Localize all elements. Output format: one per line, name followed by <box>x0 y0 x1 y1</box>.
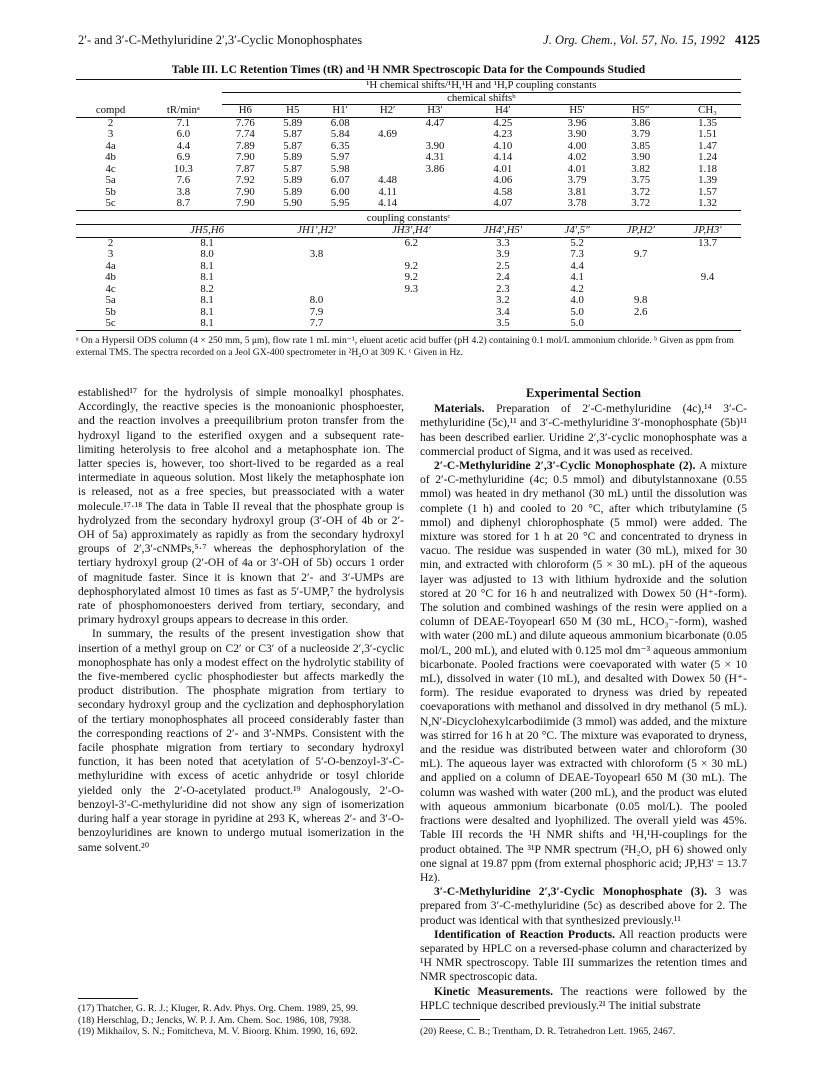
shift-column-header: H5 <box>269 105 316 118</box>
coupling-value <box>269 272 364 284</box>
coupling-column-header: JH5,H6 <box>145 225 269 238</box>
coupling-header-row <box>76 210 741 225</box>
coupling-column-header: JP,H2′ <box>607 225 674 238</box>
running-head <box>78 33 760 51</box>
coupling-value: 3.8 <box>309 248 324 260</box>
coupling-value: 8.0 <box>309 294 324 306</box>
shift-value: 5.89 <box>283 185 303 198</box>
shift-value <box>364 141 411 153</box>
shift-value: 7.76 <box>235 116 255 129</box>
prep3-paragraph <box>420 885 747 928</box>
coupling-value: 5.0 <box>547 318 607 330</box>
shift-value: 4.58 <box>493 185 513 198</box>
coupling-row <box>76 295 741 307</box>
coupling-column-header: JH4′,H5′ <box>459 225 547 238</box>
coupling-value <box>607 318 674 330</box>
blank-cell <box>145 92 222 105</box>
shift-row <box>76 152 741 164</box>
shift-value: 5.89 <box>283 174 303 186</box>
prep2-paragraph <box>420 459 747 885</box>
shift-value: 1.18 <box>698 162 717 175</box>
coupling-value <box>364 295 459 307</box>
shift-value: 3.90 <box>631 151 651 163</box>
table-iii <box>76 64 741 359</box>
compound-id: 4a <box>105 259 116 272</box>
right-footnote-rule <box>420 1019 480 1020</box>
coupling-value <box>364 307 459 319</box>
shift-value: 3.79 <box>567 174 587 186</box>
prep3-title: 3′-C-Methyluridine 2′,3′-Cyclic Monophosphate (3). <box>434 885 707 899</box>
left-footnotes <box>78 1003 404 1038</box>
shift-value: 5.87 <box>283 128 303 140</box>
shift-value: 3.75 <box>631 174 651 186</box>
shift-value: 4.00 <box>567 139 587 152</box>
shift-value: 4.07 <box>493 197 513 209</box>
coupling-value <box>674 284 741 296</box>
shift-value: 7.6 <box>176 174 191 186</box>
nmr-data-table <box>76 79 741 331</box>
shift-value: 5.84 <box>330 128 350 140</box>
prep3-text: 3 was prepared from 3′-C-methyluridine (5c) as described above for 2. The product was identical with that synthesized previously.¹¹ <box>420 885 747 927</box>
shift-value: 4.10 <box>493 139 513 152</box>
footnote-20: (20) Reese, C. B.; Trentham, D. R. Tetrahedron Lett. 1965, 2467. <box>420 1026 676 1037</box>
coupling-value: 3.3 <box>496 236 510 249</box>
shift-column-header: H3′ <box>411 105 458 118</box>
prep2-text: A mixture of 2′-C-methyluridine (4c; 0.5 mmol) and dibutylstannoxane (0.55 mmol) was heated in dry methanol (30 mL) until the dissolution was complete (1 h) and cooled to 20 °C, after which tributylamine (5 mmol) and diphenyl chlorophosphate (5 mmol) were added. The mixture was stored for 1 h at 20 °C and concentrated to dryness in vacuo. The residue was suspended in water (30 mL), mixed for 30 min, and extracted with chloroform (5 × 30 mL). pH of the aqueous layer was adjusted to 13 with lithium hydroxide and the solution stored at 20 °C for 16 h and neutralized with Dowex 50 (H⁺-form). The solution and combined washings of the resin were applied on a column of DEAE-Toyopearl 650 M (30 mL, HCO₃⁻-form), washed with water (200 mL) and dilute aqueous ammonium bicarbonate (0.05 mol/L, 200 mL), and eluted with 0.125 mol dm⁻³ aqueous ammonium bicarbonate. Pooled fractions were coevaporated with water (5 × 10 mL), dissolved in water (10 mL), and desalted with Dowex 50 (H⁺-form). The residue evaporated to dryness was dried by repeated coevaporations with methanol and dissolved in dry methanol (5 mL). N,N′-Dicyclohexylcarbodiimide (3 mmol) was added, and the mixture was stirred for 16 h at 20 °C. The mixture was evaporated to dryness, and the residue was distributed between water and chloroform (30 mL). The aqueous layer was extracted with chloroform (5 × 30 mL) and applied on a column of DEAE-Toyopearl 650 M (30 mL). The column was washed with water (200 mL), and the product was eluted with aqueous ammonium bicarbonate (0.05 mol/L). The pooled fractions were desalted and lyophilized. The overall yield was 45%. Table III records the ¹H NMR shifts and ¹H,¹H-couplings for the product obtained. The ³¹P NMR spectrum (²H₂O, pH 6) showed only one signal at 19.87 ppm (from external phosphoric acid; JP,H3′ = 13.7 Hz). <box>420 459 747 884</box>
coupling-value: 6.2 <box>404 236 419 249</box>
shift-column-header: H5′ <box>547 105 607 118</box>
compound-id: 4c <box>105 282 116 295</box>
right-column <box>420 386 747 1013</box>
shift-value: 5.89 <box>283 116 303 129</box>
shift-value: 7.92 <box>235 174 255 186</box>
coupling-column-header: JP,H3′ <box>674 225 741 238</box>
shift-value: 4.31 <box>425 151 445 163</box>
shift-value: 1.35 <box>698 116 717 129</box>
coupling-value <box>364 249 459 261</box>
materials-paragraph <box>420 402 747 459</box>
coupling-value: 4.2 <box>570 282 584 295</box>
coupling-value: 9.2 <box>404 259 419 272</box>
shift-value: 3.81 <box>567 185 587 198</box>
shift-value: 1.47 <box>698 139 717 152</box>
coupling-value: 3.4 <box>496 305 510 318</box>
coupling-value <box>674 307 741 319</box>
coupling-value: 4.4 <box>570 259 584 272</box>
shift-value <box>364 152 411 164</box>
shift-value: 7.74 <box>235 128 255 140</box>
coupling-value: 7.3 <box>570 248 584 260</box>
left-footnote-rule <box>78 998 138 999</box>
identification-text: All reaction products were separated by HPLC on a reversed-phase column and characterized by ¹H NMR spectroscopy. Table III summarizes the retention times and NMR spectroscopic data. <box>420 927 747 984</box>
coupling-value: 8.2 <box>200 282 214 295</box>
blank-cell <box>76 80 145 93</box>
coupling-column-header: JH1′,H2′ <box>269 225 364 238</box>
shift-value: 4.02 <box>567 151 587 163</box>
shift-value: 8.7 <box>176 197 191 209</box>
compound-id: 5b <box>105 305 116 318</box>
left-column <box>78 386 404 855</box>
compound-id: 4b <box>105 271 116 283</box>
shift-value: 4.11 <box>378 185 397 198</box>
shift-value: 5.90 <box>283 197 303 209</box>
coupling-value: 9.3 <box>404 282 419 295</box>
shift-value: 6.9 <box>176 151 191 163</box>
shift-value: 7.90 <box>235 151 255 163</box>
coupling-value: 2.6 <box>633 305 648 318</box>
coupling-value: 8.1 <box>200 294 214 306</box>
table-footnote: ᵃ On a Hypersil ODS column (4 × 250 mm, 5 μm), flow rate 1 mL min⁻¹, eluent acetic acid buffer (pH 4.2) containing 0.1 mol/L ammonium chloride. ᵇ Given as ppm from external TMS. The spectra recorded on a Jeol GX-400 spectrometer in ²H₂O at 309 K. ᶜ Given in Hz. <box>76 334 734 358</box>
compound-id: 5a <box>105 294 116 306</box>
shift-value <box>411 198 458 210</box>
shift-value: 5.98 <box>330 162 350 175</box>
compound-id: 5a <box>105 174 116 186</box>
shift-value: 4.25 <box>493 116 513 129</box>
shift-value: 1.39 <box>698 174 717 186</box>
shift-value <box>411 129 458 141</box>
shift-value: 1.51 <box>698 128 717 140</box>
coupling-value: 3.5 <box>459 318 547 330</box>
materials-title: Materials. <box>434 402 485 416</box>
footnote-17: (17) Thatcher, G. R. J.; Kluger, R. Adv. Phys. Org. Chem. 1989, 25, 99. <box>78 1003 359 1014</box>
journal-citation: J. Org. Chem., Vol. 57, No. 15, 1992 <box>543 33 725 47</box>
coupling-column-header <box>76 225 145 238</box>
shift-value: 3.86 <box>425 162 445 175</box>
footnote-19: (19) Mikhailov, S. N.; Fomitcheva, M. V. Bioorg. Khim. 1990, 16, 692. <box>78 1026 358 1037</box>
shift-value: 3.72 <box>631 197 651 209</box>
coupling-value: 4.1 <box>570 271 584 283</box>
coupling-value: 8.0 <box>200 248 214 260</box>
shift-column-header: CH₃ <box>674 105 741 118</box>
shift-value: 5.97 <box>330 151 350 163</box>
coupling-value <box>364 318 459 330</box>
shift-column-header: H5″ <box>607 105 674 118</box>
kinetic-paragraph <box>420 985 747 1013</box>
coupling-value <box>674 249 741 261</box>
coupling-value: 3.9 <box>496 248 510 260</box>
coupling-value: 7.7 <box>269 318 364 330</box>
shift-row <box>76 198 741 210</box>
coupling-value: 2.3 <box>496 282 510 295</box>
coupling-value: 9.2 <box>404 271 419 283</box>
blank-cell <box>76 92 145 105</box>
shift-value: 7.87 <box>235 162 255 175</box>
coupling-value: 13.7 <box>698 236 717 249</box>
shift-value: 7.90 <box>235 197 255 209</box>
section-title-experimental: Experimental Section <box>526 386 641 400</box>
shift-value: 1.24 <box>698 151 717 163</box>
compound-id: 3 <box>107 128 114 140</box>
shift-value: 4.69 <box>378 128 398 140</box>
coupling-value: 2.5 <box>496 259 510 272</box>
coupling-value: 2.4 <box>496 271 510 283</box>
summary-paragraph: In summary, the results of the present investigation show that insertion of a methyl group on C2′ or C3′ of a nucleoside 2′,3′-cyclic monophosphate has only a modest effect on the hydrolytic stability of the five-membered cyclic phosphodiester but affects markedly the product distribution. The phosphate migration from tertiary to secondary hydroxyl group and the cyclization and dephosphorylation of the tertiary monophosphates all proceed considerably faster than the corresponding reactions of 2′- and 3′-NMPs. Consistent with the facile phosphate migration from tertiary to secondary hydroxyl function, it has been noted that acetylation of 5′-O-benzoyl-3′-C-methyluridine with excess of acetic anhydride or tosyl chloride yielded only the 2′-O-acetylated product.¹⁹ Analogously, 2′-O-benzoyl-3′-C-methyluridine did not show any sign of isomerization during half a year storage in pyridine at 293 K, whereas 2′- and 3′-O-benzoyluridines are known to undergo mutual isomerization in the same solvent.²⁰ <box>78 627 404 854</box>
page-number: 4125 <box>735 33 760 47</box>
shift-value: 4.47 <box>425 116 445 129</box>
shift-value: 10.3 <box>173 162 193 175</box>
coupling-value <box>674 295 741 307</box>
compound-id: 2 <box>107 116 114 129</box>
coupling-value: 5.0 <box>570 305 584 318</box>
shift-value: 4.14 <box>378 197 398 209</box>
shift-value: 3.85 <box>631 139 651 152</box>
compound-id: 4a <box>105 139 116 152</box>
shift-value: 4.06 <box>493 174 513 186</box>
materials-text: Preparation of 2′-C-methyluridine (4c),¹⁴ 3′-C-methyluridine (5c),¹¹ and 3′-C-methyluridine 3′-monophosphate (5b)¹¹ has been described earlier. Uridine 2′,3′-cyclic monophosphate was a commercial product of Sigma, and it was used as received. <box>420 402 747 458</box>
coupling-value: 8.1 <box>200 236 214 249</box>
shifts-header: chemical shiftsᵇ <box>222 92 741 105</box>
running-head-title: 2′- and 3′-C-Methyluridine 2′,3′-Cyclic Monophosphates <box>78 33 363 47</box>
group-header-row <box>76 80 741 93</box>
identification-paragraph <box>420 928 747 985</box>
running-head-journal <box>543 33 760 48</box>
compound-id: 2 <box>107 236 114 249</box>
shift-value: 6.35 <box>330 139 350 152</box>
shift-value: 4.14 <box>493 151 513 163</box>
coupling-value <box>674 318 741 330</box>
shift-value: 7.90 <box>235 185 255 198</box>
shift-value: 3.96 <box>567 116 587 129</box>
compound-id: 5b <box>105 185 116 198</box>
shift-value: 1.32 <box>698 197 717 209</box>
coupling-value: 9.7 <box>633 248 648 260</box>
coupling-value <box>607 261 674 273</box>
coupling-column-header-row <box>76 225 741 238</box>
shift-value: 4.01 <box>493 162 513 175</box>
prep2-title: 2′-C-Methyluridine 2′,3′-Cyclic Monophosphate (2). <box>434 459 696 473</box>
compound-id: 4b <box>105 151 116 163</box>
coupling-row <box>76 307 741 319</box>
table-caption: Table III. LC Retention Times (tR) and ¹H NMR Spectroscopic Data for the Compounds Studied <box>171 64 646 76</box>
shift-column-header: H2′ <box>364 105 411 118</box>
shift-value: 5.87 <box>283 162 303 175</box>
shift-value: 7.89 <box>235 139 255 152</box>
shift-value: 5.87 <box>283 139 303 152</box>
coupling-value: 8.1 <box>200 271 214 283</box>
shift-value: 3.72 <box>631 185 651 198</box>
blank-cell <box>145 80 222 93</box>
coupling-column-header: J4′,5″ <box>547 225 607 238</box>
shift-value: 4.01 <box>567 162 587 175</box>
coupling-value <box>607 272 674 284</box>
shift-row <box>76 129 741 141</box>
shift-column-header: H1′ <box>316 105 363 118</box>
group-header: ¹H chemical shifts/¹H,¹H and ¹H,P coupling constants <box>222 80 741 93</box>
shift-value: 4.23 <box>493 128 513 140</box>
kinetic-title: Kinetic Measurements. <box>434 984 553 998</box>
identification-title: Identification of Reaction Products. <box>434 927 616 941</box>
coupling-header: coupling constantsᶜ <box>76 210 741 225</box>
coupling-row <box>76 272 741 284</box>
shift-value: 3.90 <box>425 139 445 152</box>
coupling-value: 3.2 <box>496 294 510 306</box>
shift-value: 6.0 <box>176 128 191 140</box>
shift-value: 3.90 <box>567 128 587 140</box>
compound-id: 3 <box>107 248 114 260</box>
shift-value: 6.00 <box>330 185 350 198</box>
compound-id: 5c <box>76 318 145 330</box>
shift-value: 1.57 <box>698 185 717 198</box>
shift-value: 3.86 <box>631 116 651 129</box>
shift-value: 3.8 <box>176 185 191 198</box>
shift-column-header: H6 <box>222 105 269 118</box>
coupling-value <box>269 261 364 273</box>
shifts-header-row <box>76 92 741 105</box>
coupling-value: 9.8 <box>633 294 648 306</box>
shift-value: 5.89 <box>283 151 303 163</box>
coupling-value: 4.0 <box>570 294 584 306</box>
shift-column-header: tR/minᵃ <box>145 105 222 118</box>
coupling-column-header: JH3′,H4′ <box>364 225 459 238</box>
coupling-value: 8.1 <box>145 318 269 330</box>
shift-value: 3.82 <box>631 162 651 175</box>
shift-value: 4.48 <box>378 174 398 186</box>
shift-value <box>411 187 458 199</box>
shift-value: 6.07 <box>330 174 350 186</box>
shift-row <box>76 175 741 187</box>
right-footnotes <box>420 1026 747 1038</box>
compound-id: 5c <box>105 197 116 209</box>
shift-value <box>411 175 458 187</box>
shift-value: 3.79 <box>631 128 651 140</box>
shift-column-header: compd <box>76 105 145 118</box>
shift-value: 3.78 <box>567 197 587 209</box>
shift-column-header-row <box>76 105 741 118</box>
shift-value: 5.95 <box>330 197 350 209</box>
discussion-paragraph-1: established¹⁷ for the hydrolysis of simple monoalkyl phosphates. Accordingly, the reactive species is the monoanionic phosphoester, and the reaction involves a preequilibrium proton transfer from the hydroxyl ligand to the esterified oxygen and a subsequent rate-limiting heterolysis to free alcohol and a metaphosphate ion. The latter species is, however, too short-lived to be regarded as a real intermediate in aqueous solution. Most likely the metaphosphate ion is released, not as a free species, but preassociated with a water molecule.¹⁷·¹⁸ The data in Table II reveal that the phosphate group is hydrolyzed from the secondary hydroxyl group (3′-OH of 4b or 2′-OH of 5a) approximately as rapidly as from the secondary hydroxyl groups of 2′,3′-cNMPs,⁵·⁷ whereas the dephosphorylation of the tertiary hydroxyl group (2′-OH of 4a or 3′-OH of 5b) occurs 1 order of magnitude faster. Since it is known that 2′- and 3′-UMPs are dephosphorylated almost 10 times as fast as 5′-UMP,⁷ the hydrolysis rate of phosphomonoesters derived from tertiary, secondary, and primary hydroxyl groups appears to decrease in this order. <box>78 386 404 627</box>
coupling-row <box>76 249 741 261</box>
coupling-value: 9.4 <box>700 271 715 283</box>
shift-value: 4.4 <box>176 139 191 152</box>
compound-id: 4c <box>105 162 116 175</box>
footnote-18: (18) Herschlag, D.; Jencks, W. P. J. Am. Chem. Soc. 1986, 108, 7938. <box>78 1014 352 1026</box>
coupling-value: 5.2 <box>570 236 584 249</box>
coupling-value: 7.9 <box>309 305 324 318</box>
coupling-row <box>76 318 741 330</box>
shift-value: 6.08 <box>330 116 350 129</box>
shift-column-header: H4′ <box>459 105 547 118</box>
coupling-value: 8.1 <box>200 259 214 272</box>
shift-value: 7.1 <box>176 116 191 129</box>
coupling-value: 8.1 <box>200 305 214 318</box>
kinetic-text: The reactions were followed by the HPLC technique described previously.²¹ The initial substrate <box>420 984 748 1012</box>
